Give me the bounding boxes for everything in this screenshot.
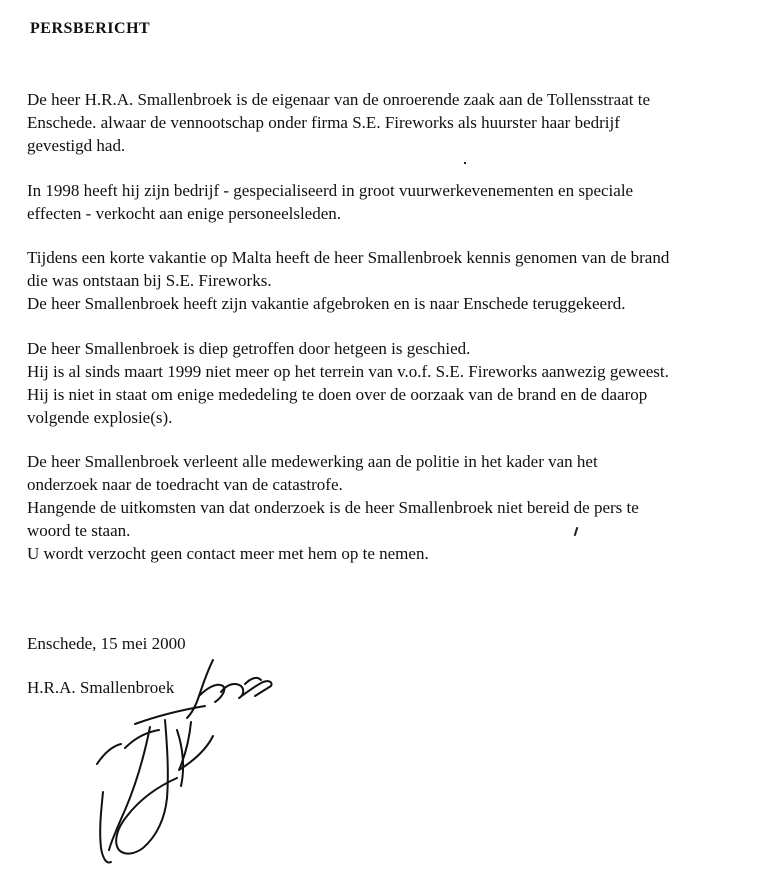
handwritten-signature [95,652,280,867]
paragraph-4-line-2: Hij is al sinds maart 1999 niet meer op het terrein van v.o.f. S.E. Fireworks aanwezig geweest. [27,362,669,381]
paragraph-1-line-3: gevestigd had. [27,136,126,155]
paragraph-5-line-5: U wordt verzocht geen contact meer met hem op te nemen. [27,544,429,563]
paragraph-5-line-4: woord te staan. [27,521,131,540]
paragraph-1-line-2: Enschede. alwaar de vennootschap onder firma S.E. Fireworks als huurster haar bedrijf [27,113,620,132]
paragraph-5-line-2: onderzoek naar de toedracht van de catastrofe. [27,475,343,494]
paragraph-5-line-1: De heer Smallenbroek verleent alle medewerking aan de politie in het kader van het [27,452,598,471]
paragraph-4-line-1: De heer Smallenbroek is diep getroffen door hetgeen is geschied. [27,339,471,358]
paragraph-4-line-3: Hij is niet in staat om enige mededeling te doen over de oorzaak van de brand en de daarop [27,385,648,404]
scan-speck [574,527,579,536]
paragraph-3-line-2: die was ontstaan bij S.E. Fireworks. [27,271,272,290]
place-date: Enschede, 15 mei 2000 [27,634,186,653]
paragraph-2-line-2: effecten - verkocht aan enige personeelsleden. [27,204,342,223]
paragraph-1-line-1: De heer H.R.A. Smallenbroek is de eigenaar van de onroerende zaak aan de Tollensstraat te [27,90,650,109]
paragraph-3-line-3: De heer Smallenbroek heeft zijn vakantie afgebroken en is naar Enschede teruggekeerd. [27,294,626,313]
paragraph-3-line-1: Tijdens een korte vakantie op Malta heeft de heer Smallenbroek kennis genomen van de brand [27,248,670,267]
paragraph-2-line-1: In 1998 heeft hij zijn bedrijf - gespecialiseerd in groot vuurwerkevenementen en speciale [27,181,634,200]
scan-speck [464,162,466,164]
paragraph-4-line-4: volgende explosie(s). [27,408,173,427]
document-title: PERSBERICHT [30,20,151,37]
paragraph-5-line-3: Hangende de uitkomsten van dat onderzoek is de heer Smallenbroek niet bereid de pers te [27,498,639,517]
signatory-name: H.R.A. Smallenbroek [27,678,175,697]
